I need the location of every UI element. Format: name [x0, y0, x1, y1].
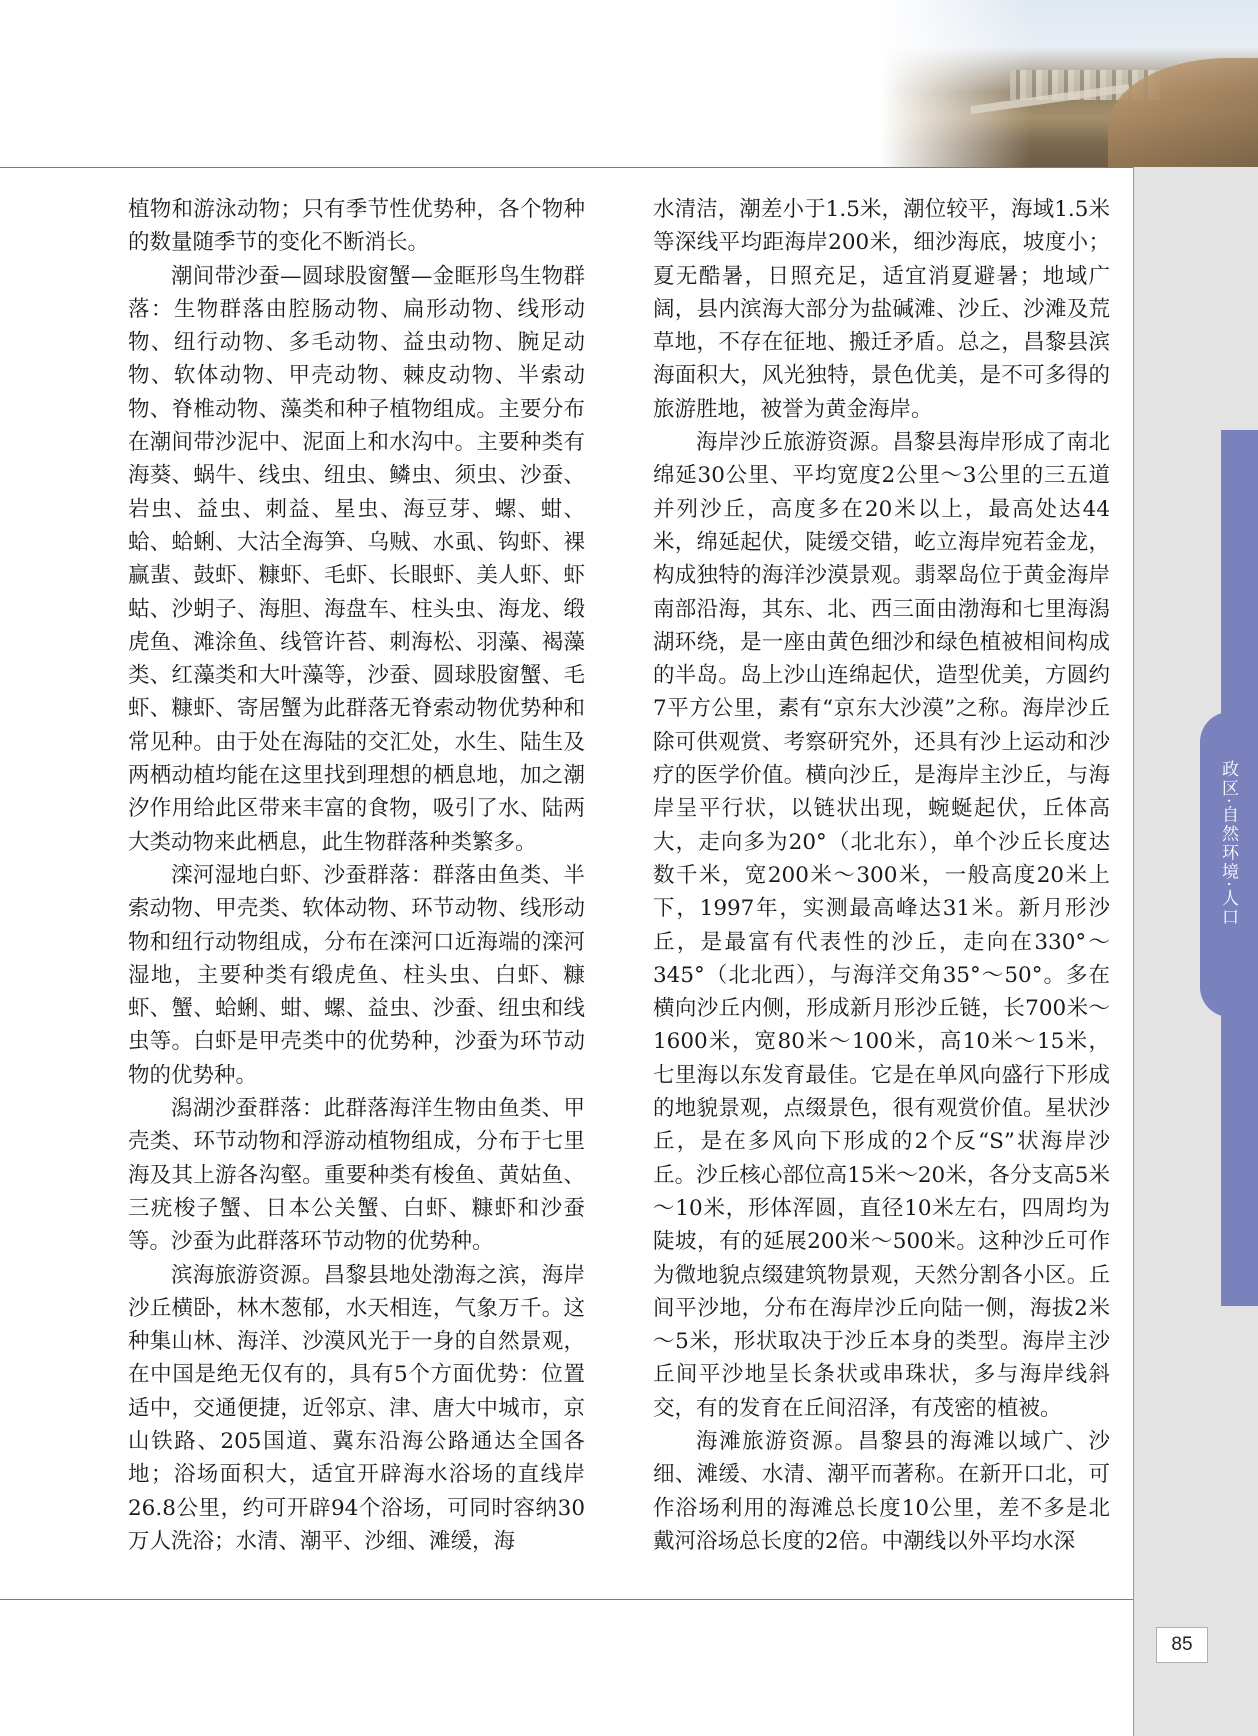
paragraph: 潮间带沙蚕—圆球股窗蟹—金眶形鸟生物群落：生物群落由腔肠动物、扁形动物、线形动物、纽行动物、多毛动物、益虫动物、腕足动物、软体动物、甲壳动物、棘皮动物、半索动物、脊椎动物、藻类和种子植物组成。主要分布在潮间带沙泥中、泥面上和水沟中。主要种类有海葵、蜗牛、线虫、纽虫、鳞虫、须虫、沙蚕、岩虫、益虫、刺益、星虫、海豆芽、螺、蚶、蛤、蛤蜊、大沽全海笋、乌贼、水虱、钩虾、裸赢蜚、鼓虾、糠虾、毛虾、长眼虾、美人虾、虾蛄、沙蚏子、海胆、海盘车、柱头虫、海龙、缎虎鱼、滩涂鱼、线管许苔、刺海松、羽藻、褐藻类、红藻类和大叶藻等，沙蚕、圆球股窗蟹、毛虾、糠虾、寄居蟹为此群落无脊索动物优势种和常见种。由于处在海陆的交汇处，水生、陆生及两栖动植均能在这里找到理想的栖息地，加之潮汐作用给此区带来丰富的食物，吸引了水、陆两大类动物来此栖息，此生物群落种类繁多。	[128, 263, 585, 855]
left-text-column	[128, 193, 585, 1558]
header-landscape-photo	[880, 0, 1258, 168]
footer-rule	[0, 1599, 1133, 1600]
header-rule	[0, 167, 1133, 168]
paragraph: 海岸沙丘旅游资源。昌黎县海岸形成了南北绵延30公里、平均宽度2公里～3公里的三五道并列沙丘，高度多在20米以上，最高处达44米，绵延起伏，陡缓交错，屹立海岸宛若金龙，构成独特的海洋沙漠景观。翡翠岛位于黄金海岸南部沿海，其东、北、西三面由渤海和七里海潟湖环绕，是一座由黄色细沙和绿色植被相间构成的半岛。岛上沙山连绵起伏，造型优美，方圆约7平方公里，素有“京东大沙漠”之称。海岸沙丘除可供观赏、考察研究外，还具有沙上运动和沙疗的医学价值。横向沙丘，是海岸主沙丘，与海岸呈平行状，以链状出现，蜿蜒起伏，丘体高大，走向多为20°（北北东），单个沙丘长度达数千米，宽200米～300米，一般高度20米上下，1997年，实测最高峰达31米。新月形沙丘，是最富有代表性的沙丘，走向在330°～345°（北北西），与海洋交角35°～50°。多在横向沙丘内侧，形成新月形沙丘链，长700米～1600米，宽80米～100米，高10米～15米，七里海以东发育最佳。它是在单风向盛行下形成的地貌景观，点缀景色，很有观赏价值。星状沙丘，是在多风向下形成的2个反“S”状海岸沙丘。沙丘核心部位高15米～20米，各分支高5米～10米，形体浑圆，直径10米左右，四周均为陡坡，有的延展200米～500米。这种沙丘可作为微地貌点缀建筑物景观，天然分割各小区。丘间平沙地，分布在海岸沙丘向陆一侧，海拔2米～5米，形状取决于沙丘本身的类型。海岸主沙丘间平沙地呈长条状或串珠状，多与海岸线斜交，有的发育在丘间沼泽，有茂密的植被。	[653, 430, 1110, 1421]
paragraph: 水清洁，潮差小于1.5米，潮位较平，海域1.5米等深线平均距海岸200米，细沙海底，坡度小；夏无酷暑，日照充足，适宜消夏避暑；地域广阔，县内滨海大部分为盐碱滩、沙丘、沙滩及荒草地，不存在征地、搬迁矛盾。总之，昌黎县滨海面积大，风光独特，景色优美，是不可多得的旅游胜地，被誉为黄金海岸。	[653, 197, 1110, 422]
paragraph: 海滩旅游资源。昌黎县的海滩以域广、沙细、滩缓、水清、潮平而著称。在新开口北，可作浴场利用的海滩总长度10公里，差不多是北戴河浴场总长度的2倍。中潮线以外平均水深	[653, 1428, 1110, 1554]
page-number: 85	[1156, 1627, 1208, 1663]
paragraph: 滨海旅游资源。昌黎县地处渤海之滨，海岸沙丘横卧，林木葱郁，水天相连，气象万千。这种集山林、海洋、沙漠风光于一身的自然景观，在中国是绝无仅有的，具有5个方面优势：位置适中，交通便捷，近邻京、津、唐大中城市，京山铁路、205国道、冀东沿海公路通达全国各地；浴场面积大，适宜开辟海水浴场的直线岸26.8公里，约可开辟94个浴场，可同时容纳30万人洗浴；水清、潮平、沙细、滩缓，海	[128, 1262, 585, 1554]
paragraph: 植物和游泳动物；只有季节性优势种，各个物种的数量随季节的变化不断消长。	[128, 197, 585, 256]
chapter-tab-label: 政区·自然环境·人口	[1218, 760, 1238, 927]
right-text-column	[653, 193, 1110, 1558]
paragraph: 潟湖沙蚕群落：此群落海洋生物由鱼类、甲壳类、环节动物和浮游动植物组成，分布于七里海及其上游各沟壑。重要种类有梭鱼、黄姑鱼、三疣梭子蟹、日本公关蟹、白虾、糠虾和沙蚕等。沙蚕为此群落环节动物的优势种。	[128, 1096, 585, 1255]
paragraph: 滦河湿地白虾、沙蚕群落：群落由鱼类、半索动物、甲壳类、软体动物、环节动物、线形动物和纽行动物组成，分布在滦河口近海端的滦河湿地，主要种类有缎虎鱼、柱头虫、白虾、糠虾、蟹、蛤蜊、蚶、螺、益虫、沙蚕、纽虫和线虫等。白虾是甲壳类中的优势种，沙蚕为环节动物的优势种。	[128, 862, 585, 1088]
